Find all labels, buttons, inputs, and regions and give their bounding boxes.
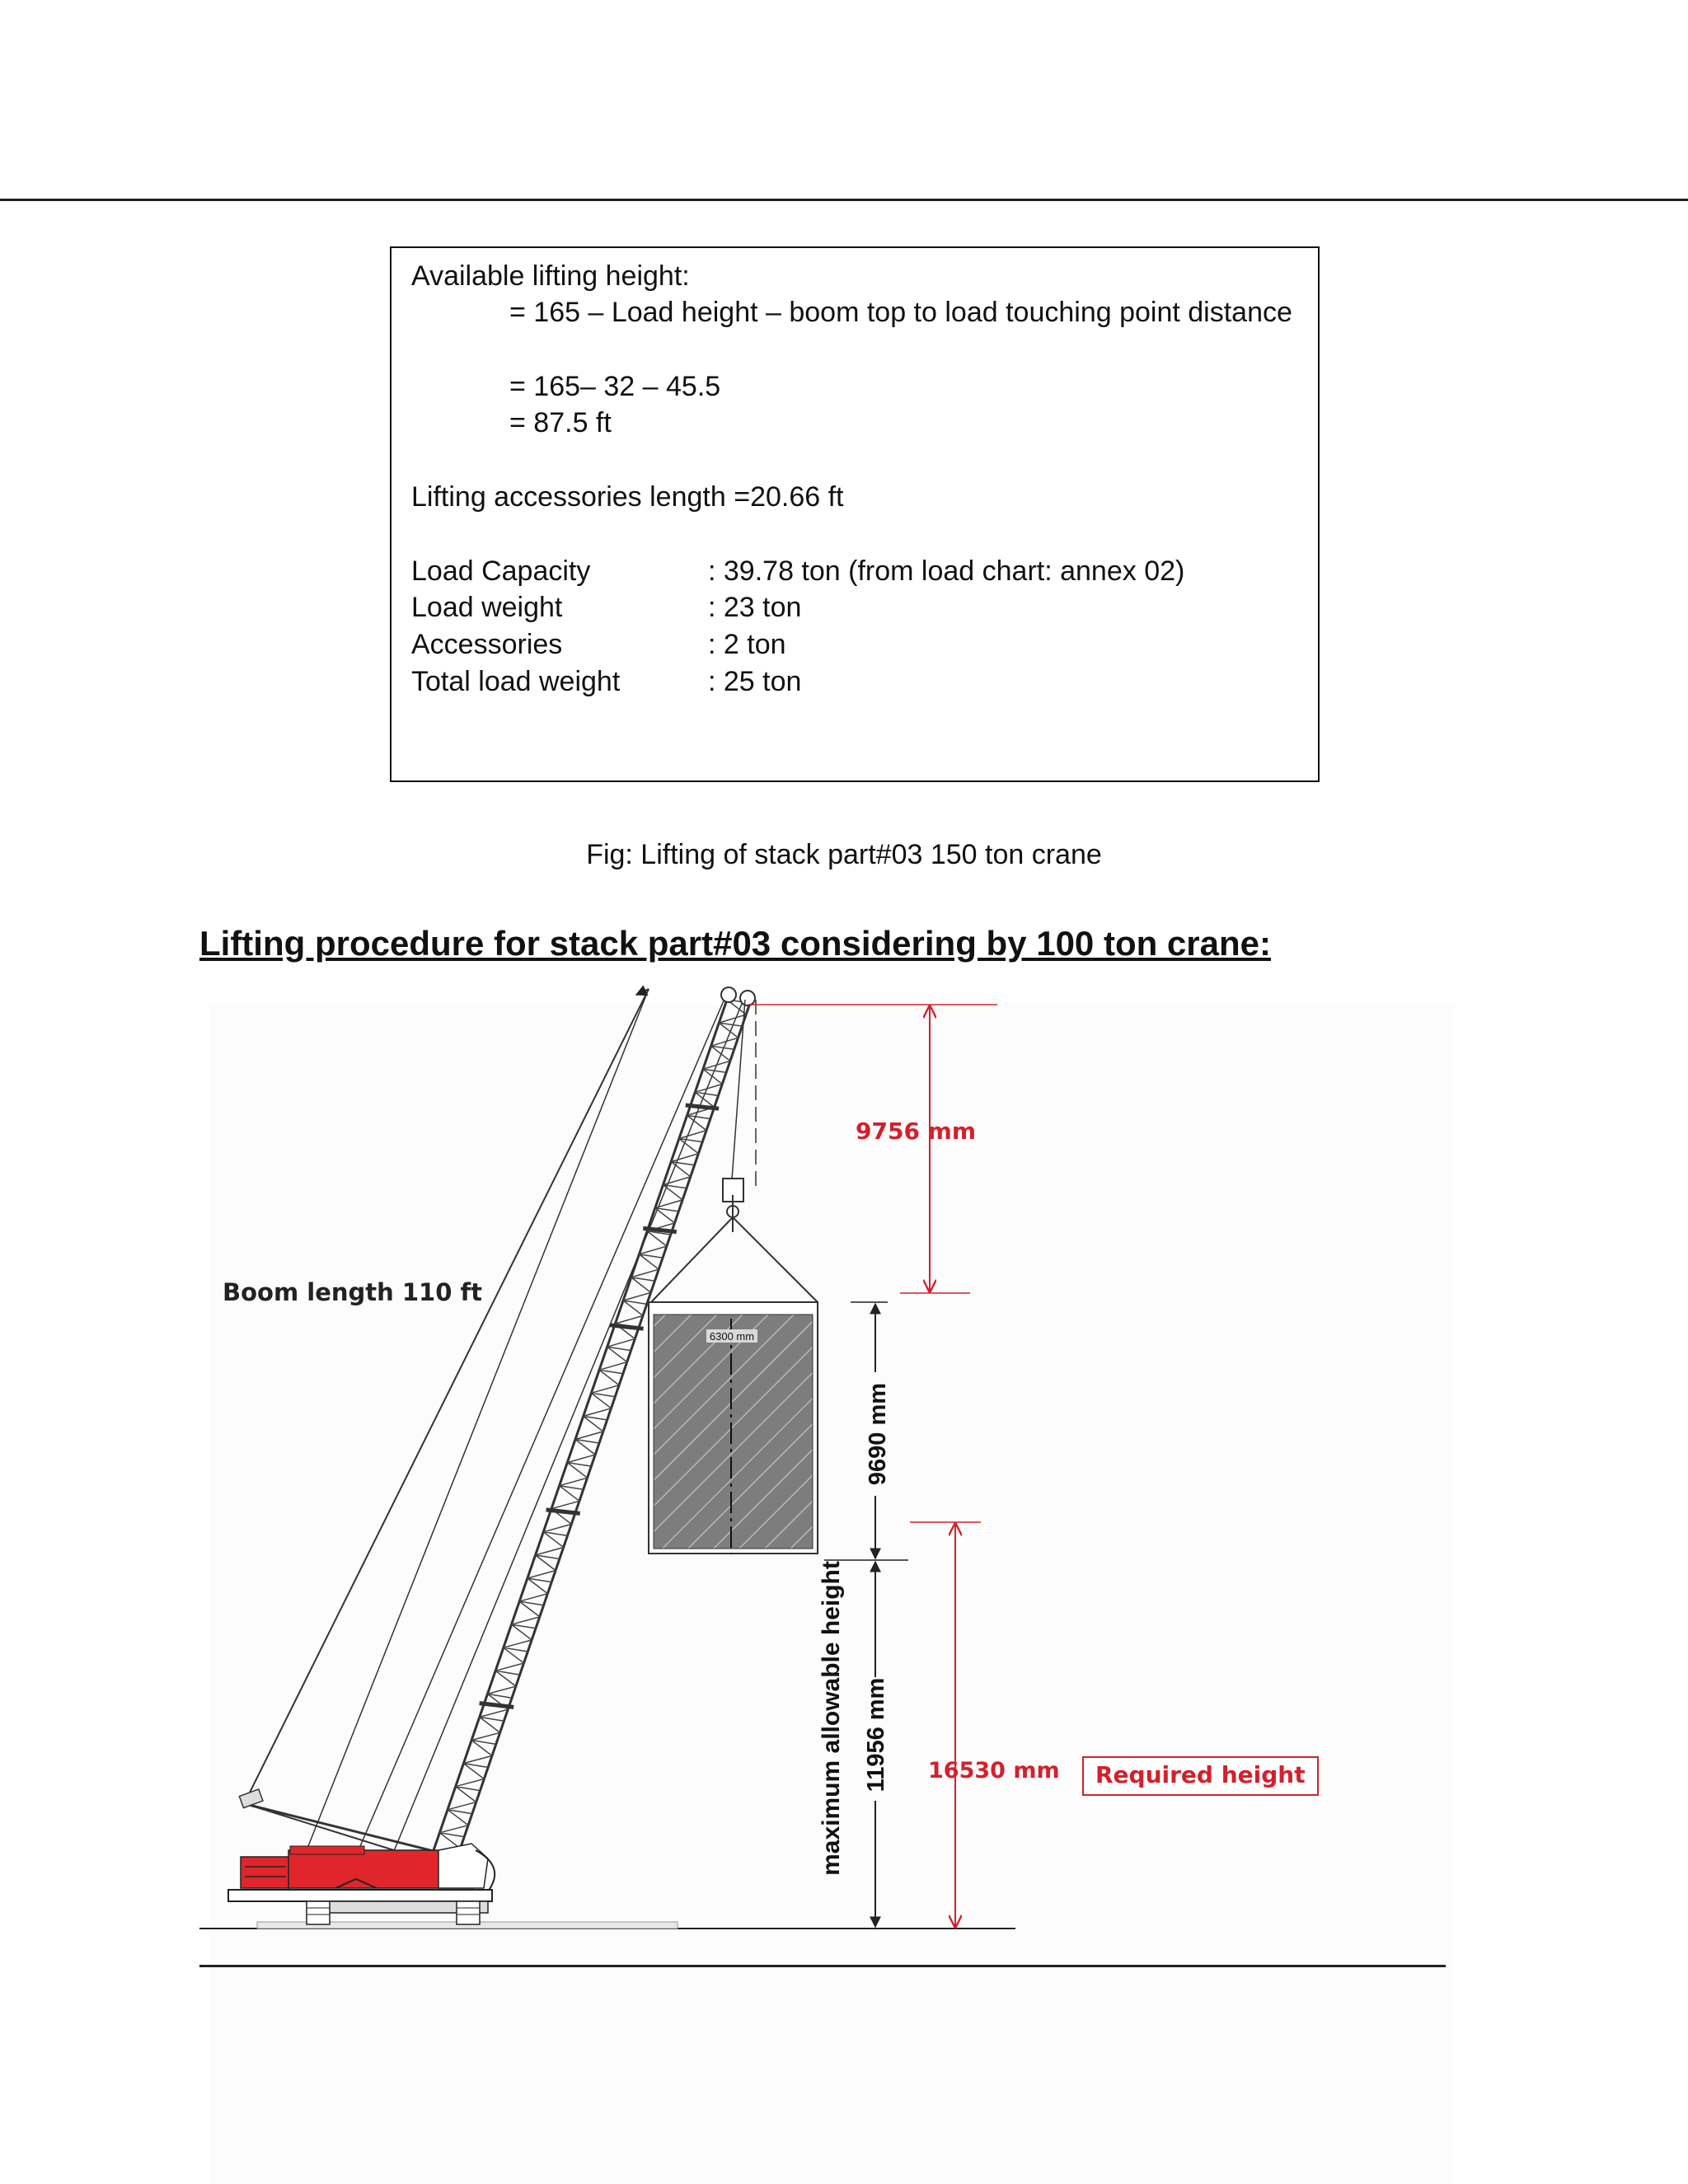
- dimension-top-label: 9756 mm: [856, 1118, 977, 1145]
- dimension-required-label: 16530 mm: [928, 1758, 1060, 1783]
- bottom-rule: [199, 1965, 1446, 1967]
- calc-result: = 87.5 ft: [509, 407, 612, 438]
- crane-lifting-diagram: [199, 985, 1452, 2184]
- row-value-load-weight: : 23 ton: [708, 592, 802, 623]
- dimension-load-label: 9690 mm: [865, 1382, 891, 1486]
- calc-substitution: = 165– 32 – 45.5: [509, 371, 721, 402]
- row-value-accessories: : 2 ton: [708, 629, 786, 660]
- required-height-label: Required height: [1095, 1761, 1306, 1788]
- top-rule: [0, 199, 1688, 201]
- row-value-total-load-weight: : 25 ton: [708, 666, 802, 697]
- calculation-box: [390, 246, 1320, 782]
- figure-caption: Fig: Lifting of stack part#03 150 ton crane: [586, 839, 1102, 870]
- row-label-total-load-weight: Total load weight: [411, 666, 621, 697]
- calc-heading: Available lifting height:: [411, 260, 690, 292]
- max-allowable-height-label: maximum allowable height: [818, 1561, 845, 1876]
- row-label-load-weight: Load weight: [411, 592, 563, 623]
- accessories-length: Lifting accessories length =20.66 ft: [411, 481, 844, 513]
- section-heading: Lifting procedure for stack part#03 considering by 100 ton crane:: [199, 924, 1271, 963]
- dimension-max-label: 11956 mm: [863, 1677, 889, 1793]
- boom-length-label: Boom length 110 ft: [223, 1278, 482, 1306]
- row-value-load-capacity: : 39.78 ton (from load chart: annex 02): [708, 555, 1185, 587]
- row-label-load-capacity: Load Capacity: [411, 555, 591, 587]
- load-width-label: 6300 mm: [709, 1330, 755, 1343]
- row-label-accessories: Accessories: [411, 629, 563, 660]
- calc-formula: = 165 – Load height – boom top to load touching point distance: [509, 297, 1292, 328]
- stack-load: [649, 1302, 818, 1554]
